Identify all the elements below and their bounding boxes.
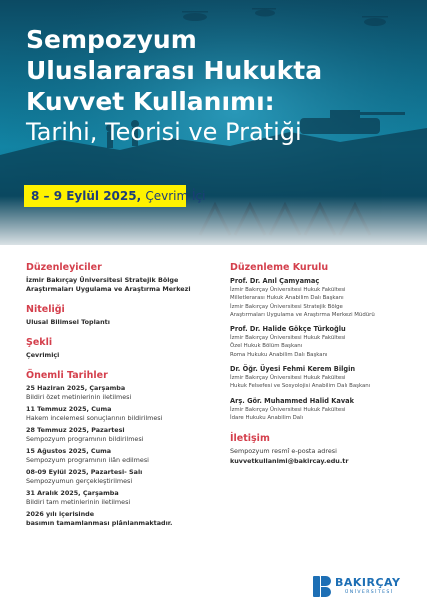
event-date-main: 8 – 9 Eylül 2025, [31,189,142,203]
member-affiliation: İzmir Bakırçay Üniversitesi Stratejik Bölge [230,303,343,310]
date-item-date: 15 Ağustos 2025, Cuma [26,447,112,455]
member-affiliation: Özel Hukuk Bölüm Başkanı [230,343,303,350]
date-item [26,384,222,402]
contact-line: Sempozyum resmî e-posta adresi [230,447,337,456]
university-logo [313,576,413,598]
poster-title [26,24,322,148]
logo-subtext: ÜNİVERSİTESİ [345,590,394,595]
publication-note-line: 2026 yılı içerisinde [26,510,95,518]
date-item-desc: Sempozyum programının bildirilmesi [26,435,144,443]
member-affiliation: Milletlerarası Hukuk Anabilim Dalı Başkanı [230,295,344,302]
member-name: Arş. Gör. Muhammed Halid Kavak [230,396,354,405]
publication-note-line: basımın tamamlanması plânlanmaktadır. [26,519,173,527]
section-heading-nature: Niteliği [26,304,65,315]
date-item-date: 31 Aralık 2025, Çarşamba [26,489,119,497]
publication-note [26,510,222,528]
nature-value: Ulusal Bilimsel Toplantı [26,318,110,326]
left-column [26,262,222,528]
member-name: Prof. Dr. Halide Gökçe Türkoğlu [230,325,346,334]
section-heading-contact: İletişim [230,433,270,445]
member-name: Prof. Dr. Anıl Çamyamaç [230,277,320,285]
date-item-desc: Bildiri özet metinlerinin iletilmesi [26,393,132,401]
date-item [26,405,222,423]
contact-email-link[interactable]: kuvvetkullanimi@bakircay.edu.tr [230,457,349,466]
title-line: Sempozyum [26,25,197,54]
member-affiliation: Hukuk Felsefesi ve Sosyolojisi Anabilim Dalı Başkanı [230,383,371,390]
section-heading-format: Şekli [26,337,53,348]
date-item-date: 28 Temmuz 2025, Pazartesi [26,426,125,434]
member-affiliation: İzmir Bakırçay Üniversitesi Hukuk Fakültesi [230,375,346,382]
date-item-date: 25 Haziran 2025, Çarşamba [26,384,126,392]
committee-member [230,277,420,319]
organizer-line: Araştırmaları Uygulama ve Araştırma Merkezi [26,285,191,293]
bakircay-logo-icon [313,576,331,597]
date-item-desc: Sempozyumun gerçekleştirilmesi [26,477,133,485]
committee-member [230,397,420,423]
date-item-date: 08-09 Eylül 2025, Pazartesi- Salı [26,468,143,476]
title-line: Tarihi, Teorisi ve Pratiği [26,118,302,146]
event-date-mode: Çevrim İçi [145,189,206,203]
title-line: Kuvvet Kullanımı: [26,87,275,116]
organizer-line: İzmir Bakırçay Üniversitesi Stratejik Bölge [26,276,179,284]
member-name: Dr. Öğr. Üyesi Fehmi Kerem Bilgin [230,365,356,374]
hero-banner [0,0,427,245]
committee-member [230,325,420,359]
date-item-desc: Hakem incelemesi sonuçlarının bildirilmesi [26,414,163,422]
section-heading-committee: Düzenleme Kurulu [230,262,329,273]
section-heading-dates: Önemli Tarihler [26,370,108,381]
member-affiliation: İdare Hukuku Anabilim Dalı [230,414,304,421]
member-affiliation: İzmir Bakırçay Üniversitesi Hukuk Fakültesi [230,287,346,293]
member-affiliation: İzmir Bakırçay Üniversitesi Hukuk Fakültesi [230,406,346,413]
date-item [26,447,222,465]
date-item [26,468,222,486]
date-item-date: 11 Temmuz 2025, Cuma [26,405,112,413]
logo-wordmark: BAKIRÇAY [335,576,401,589]
member-affiliation: Araştırmaları Uygulama ve Araştırma Merkezi Müdürü [230,311,375,318]
title-line: Uluslararası Hukukta [26,56,323,85]
date-item-desc: Sempozyum programının ilân edilmesi [26,456,149,464]
date-item [26,489,222,507]
date-item [26,426,222,444]
format-value: Çevrimiçi [26,351,60,359]
member-affiliation: Roma Hukuku Anabilim Dalı Başkanı [230,351,328,358]
section-heading-organizers: Düzenleyiciler [26,262,102,273]
committee-member [230,365,420,391]
event-date [31,188,205,204]
right-column [230,262,420,466]
date-item-desc: Bildiri tam metinlerinin iletilmesi [26,498,131,506]
member-affiliation: İzmir Bakırçay Üniversitesi Hukuk Fakültesi [230,335,346,342]
